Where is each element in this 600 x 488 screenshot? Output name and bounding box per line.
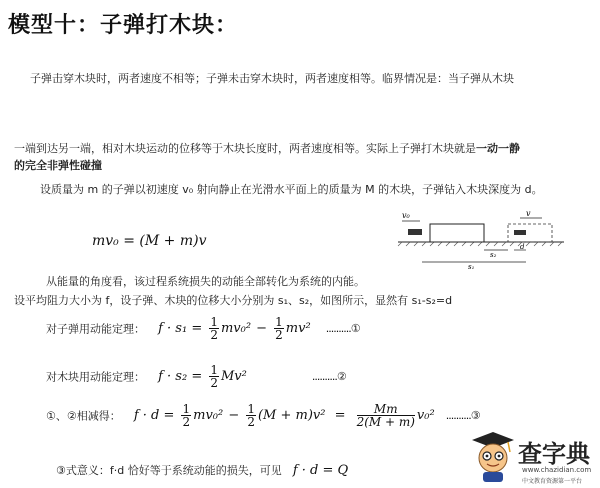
- s1-label: s₁: [468, 263, 475, 270]
- logo-tagline: 中文教育资源第一平台: [522, 478, 583, 485]
- ground-line: [398, 242, 564, 246]
- equation-1-row: [46, 316, 361, 346]
- equation-4-row: [56, 459, 348, 478]
- momentum-equation: mv₀ = (M + m)v: [92, 233, 207, 249]
- eq1-mark: ①: [350, 322, 361, 335]
- setup-text: 设质量为 m 的子弹以初速度 v₀ 射向静止在光滑水平面上的质量为 M 的木块，子弹钻入木块深度为 d。: [40, 183, 543, 196]
- eq2-half: $\frac{1}{2}$: [210, 363, 218, 390]
- eq1-term-1: mv₀²: [220, 321, 252, 336]
- critical-case-bold: 一动一静: [476, 142, 520, 155]
- force-text: 设平均阻力大小为 f，设子弹、木块的位移大小分别为 s₁、s₂，如图所示，显然有 s₁-s₂=d: [14, 294, 453, 307]
- bullet-theorem-label: 对子弹用动能定理：: [46, 322, 145, 336]
- eq1-term-2: mv²: [285, 321, 311, 336]
- bullet-embedded-icon: [514, 230, 526, 235]
- d-label: d: [520, 243, 525, 251]
- block-theorem-label: 对木块用动能定理：: [46, 370, 145, 384]
- equation-2-row: [46, 364, 347, 394]
- eq1-half-2: $\frac{1}{2}$: [275, 315, 283, 342]
- eq1-minus: −: [256, 321, 268, 336]
- eq2-mark: ②: [336, 370, 347, 383]
- eq1-half-1: $\frac{1}{2}$: [210, 315, 218, 342]
- block-initial: [430, 224, 484, 242]
- eq3-lhs: f · d =: [133, 408, 175, 423]
- v0-label: v₀: [402, 211, 410, 220]
- subtract-label: ①、②相减得：: [46, 409, 121, 423]
- bullet-icon: [408, 229, 422, 235]
- equation-3-row: [46, 403, 481, 443]
- bullet-block-diagram: [396, 204, 566, 270]
- mascot-icon: [470, 428, 516, 484]
- eq2-term: Mv²: [220, 369, 247, 384]
- logo-brand: 查字典: [518, 440, 590, 468]
- s2-label: s₂: [490, 251, 497, 259]
- eq3-term-2: (M + m)v²: [257, 408, 326, 423]
- eq3-minus: −: [228, 408, 240, 423]
- eq3-tail: v₀²: [416, 408, 435, 423]
- v-label: v: [526, 209, 531, 218]
- eq2-dots: ..........: [311, 370, 337, 383]
- paragraph-penetration: 子弹击穿木块时，两者速度不相等；子弹未击穿木块时，两者速度相等。临界情况是：当子弹从木块: [30, 72, 514, 85]
- eq3-term-1: mv₀²: [193, 408, 224, 423]
- eq3-fraction: $\frac{Mm}{2(M + m)}$: [356, 402, 415, 429]
- eq2-lhs: f · s₂ =: [158, 369, 203, 384]
- eq1-lhs: f · s₁ =: [158, 321, 203, 336]
- energy-text: 从能量的角度看，该过程系统损失的动能全部转化为系统的内能。: [46, 275, 365, 288]
- eq3-half-2: $\frac{1}{2}$: [247, 402, 255, 429]
- eq3-half-1: $\frac{1}{2}$: [182, 402, 191, 429]
- chazidian-logo: [470, 428, 598, 486]
- logo-url: www.chazidian.com: [522, 466, 592, 474]
- eq4: f · d = Q: [292, 463, 349, 478]
- eq1-dots: ..........: [325, 322, 351, 335]
- collision-type: 的完全非弹性碰撞: [14, 159, 102, 172]
- eq3-mark: ③: [470, 409, 481, 422]
- critical-case-text: 一端到达另一端，相对木块运动的位移等于木块长度时，两者速度相等。实际上子弹打木块就是: [14, 142, 476, 155]
- eq3-dots: ..........: [445, 409, 471, 422]
- page-title: 模型十：子弹打木块：: [8, 13, 239, 38]
- paragraph-critical-case: [14, 140, 520, 156]
- eq3-equals: =: [334, 408, 346, 423]
- meaning-label: ③式意义：f·d 恰好等于系统动能的损失，可见: [56, 464, 282, 477]
